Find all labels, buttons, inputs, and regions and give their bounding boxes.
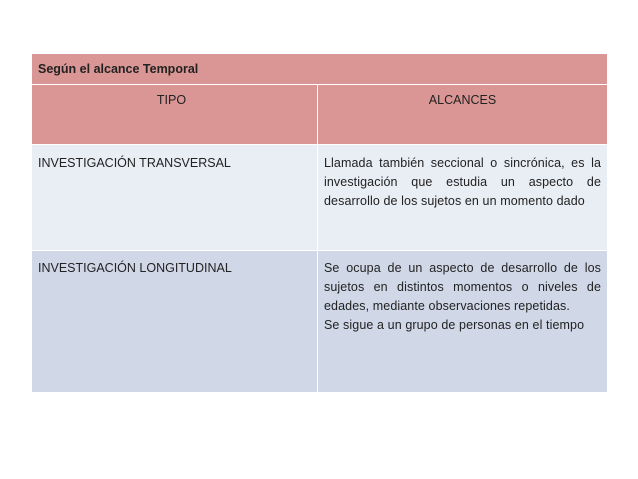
alcance-paragraph: Se ocupa de un aspecto de desarrollo de los sujetos en distintos momentos o niveles de edades, mediante observaciones repetidas. bbox=[324, 261, 601, 313]
table-title-row bbox=[32, 54, 608, 85]
row-tipo-transversal: INVESTIGACIÓN TRANSVERSAL bbox=[32, 145, 318, 251]
table-row bbox=[32, 251, 608, 393]
row-alcance-longitudinal bbox=[318, 251, 608, 393]
header-tipo: TIPO bbox=[32, 85, 318, 145]
table-title: Según el alcance Temporal bbox=[32, 54, 608, 85]
header-alcances: ALCANCES bbox=[318, 85, 608, 145]
temporal-scope-table bbox=[31, 53, 608, 393]
table-row bbox=[32, 145, 608, 251]
alcance-paragraph: Llamada también seccional o sincrónica, es la investigación que estudia un aspecto de desarrollo de los sujetos en un momento dado bbox=[324, 156, 601, 208]
row-alcance-transversal bbox=[318, 145, 608, 251]
row-tipo-longitudinal: INVESTIGACIÓN LONGITUDINAL bbox=[32, 251, 318, 393]
table-header-row bbox=[32, 85, 608, 145]
alcance-paragraph: Se sigue a un grupo de personas en el tiempo bbox=[324, 318, 585, 332]
